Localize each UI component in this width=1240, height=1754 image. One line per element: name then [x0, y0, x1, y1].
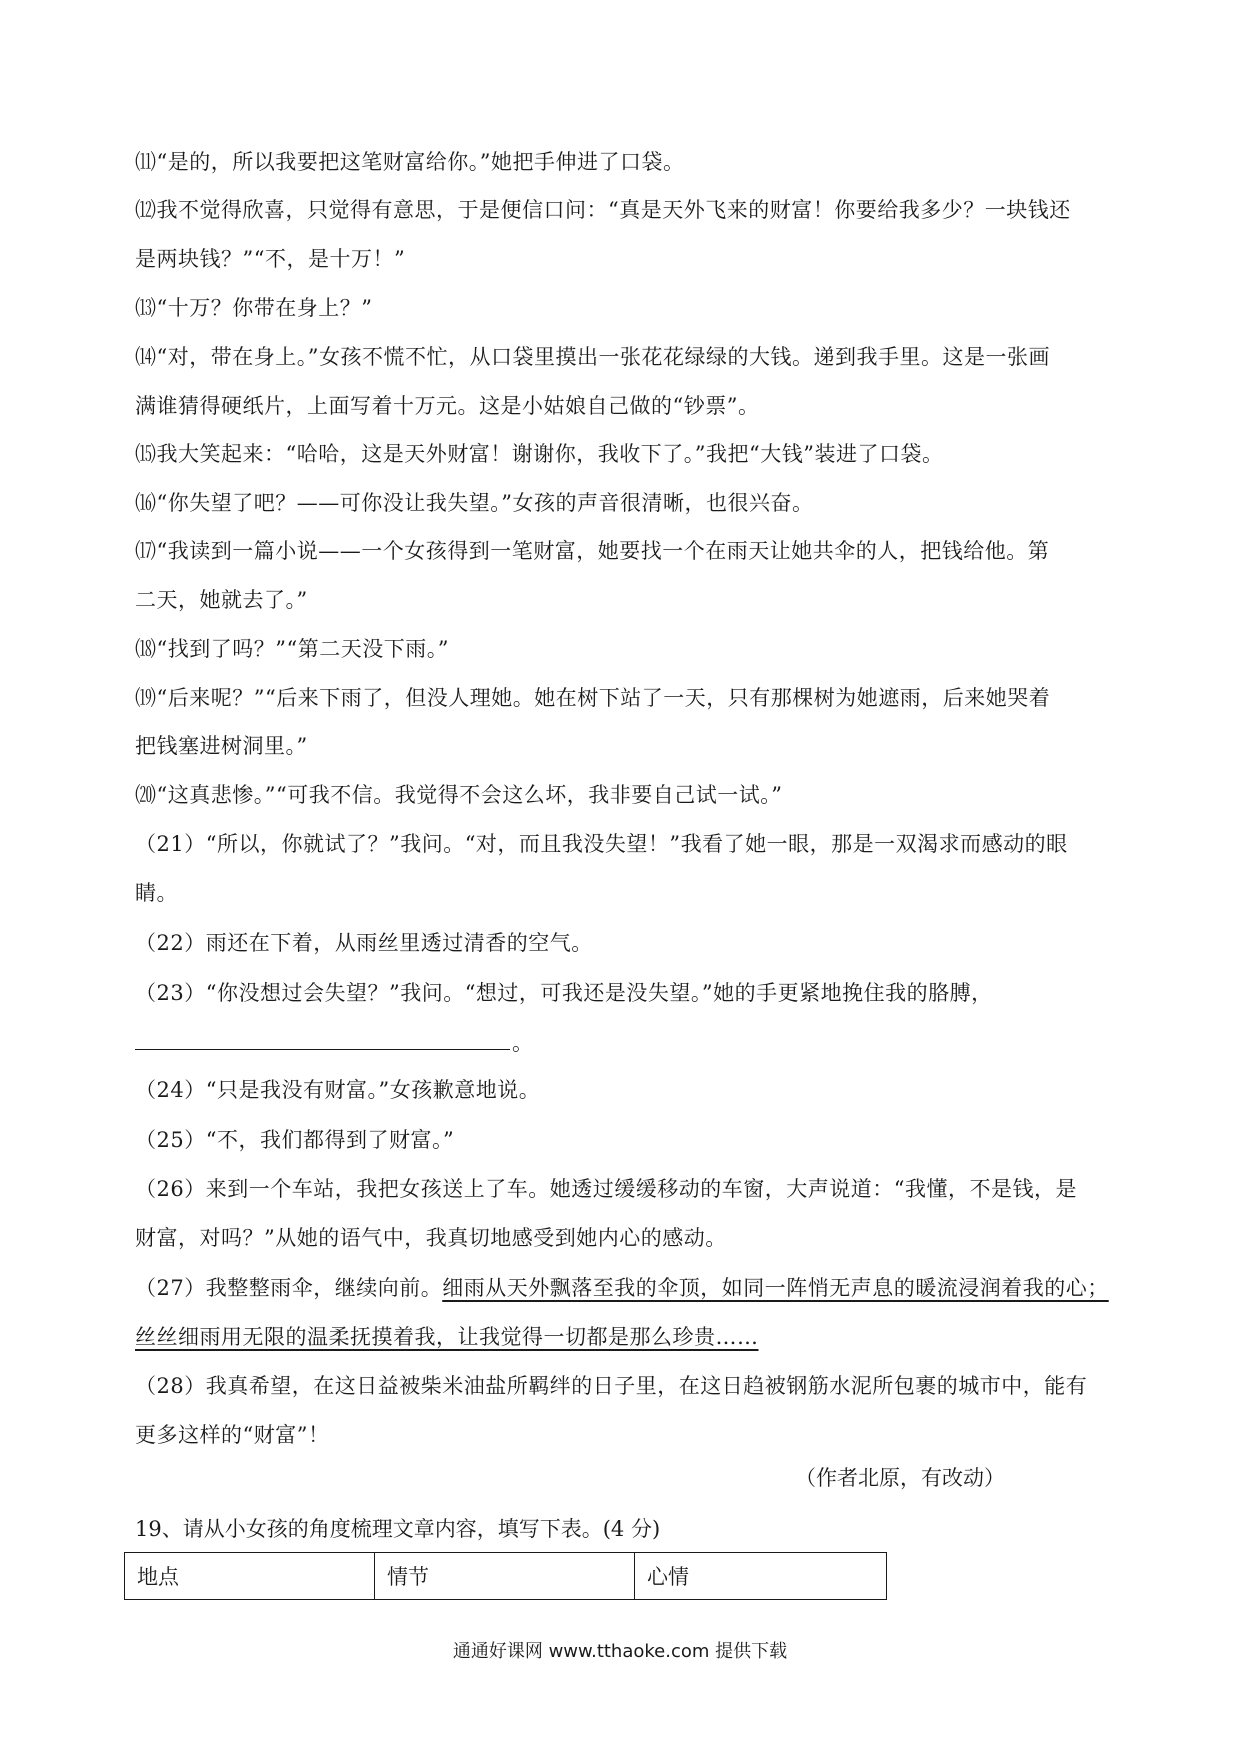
paragraph-27-line-2: [135, 1321, 759, 1351]
paragraph-21-line-2: 睛。: [135, 881, 178, 905]
answer-table: [124, 1552, 887, 1600]
paragraph-26-line-1: （26）来到一个车站，我把女孩送上了车。她透过缓缓移动的车窗，大声说道：“我懂，不是钱，是: [135, 1177, 1077, 1201]
paragraph-22: （22）雨还在下着，从雨丝里透过清香的空气。: [135, 931, 593, 955]
paragraph-27-lead: （27）我整整雨伞，继续向前。: [135, 1276, 443, 1300]
paragraph-25: （25）“不，我们都得到了财富。”: [135, 1128, 455, 1152]
paragraph-21-line-1: （21）“所以，你就试了？”我问。“对，而且我没失望！”我看了她一眼，那是一双渴求而感动的眼: [135, 832, 1068, 856]
author-credit: （作者北原，有改动）: [795, 1466, 1005, 1490]
paragraph-11: ⑾“是的，所以我要把这笔财富给你。”她把手伸进了口袋。: [135, 150, 685, 174]
paragraph-17-line-1: ⒄“我读到一篇小说——一个女孩得到一笔财富，她要找一个在雨天让她共伞的人，把钱给他。第: [135, 539, 1050, 563]
table-header-location[interactable]: 地点: [125, 1553, 375, 1600]
blank-period: 。: [512, 1031, 533, 1055]
paragraph-14-line-2: 满谁猜得硬纸片，上面写着十万元。这是小姑娘自己做的“钞票”。: [135, 394, 760, 418]
paragraph-23: （23）“你没想过会失望？”我问。“想过，可我还是没失望。”她的手更紧地挽住我的胳膊，: [135, 981, 993, 1005]
paragraph-28-line-1: （28）我真希望，在这日益被柴米油盐所羁绊的日子里，在这日趋被钢筋水泥所包裹的城市中，能有: [135, 1374, 1088, 1398]
paragraph-19-line-1: ⒆“后来呢？”“后来下雨了，但没人理她。她在树下站了一天，只有那棵树为她遮雨，后来她哭着: [135, 686, 1051, 710]
table-header-plot[interactable]: 情节: [375, 1553, 635, 1600]
paragraph-19-line-2: 把钱塞进树洞里。”: [135, 734, 308, 758]
paragraph-15: ⒂我大笑起来：“哈哈，这是天外财富！谢谢你，我收下了。”我把“大钱”装进了口袋。: [135, 442, 944, 466]
table-row: [125, 1553, 887, 1600]
paragraph-26-line-2: 财富，对吗？”从她的语气中，我真切地感受到她内心的感动。: [135, 1226, 727, 1250]
fill-in-blank-line: [135, 1049, 510, 1050]
paragraph-18: ⒅“找到了吗？”“第二天没下雨。”: [135, 637, 449, 661]
paragraph-12-line-1: ⑿我不觉得欣喜，只觉得有意思，于是便信口问：“真是天外飞来的财富！你要给我多少？一块钱还: [135, 198, 1071, 222]
paragraph-27-line-1: [135, 1272, 1109, 1302]
table-header-mood[interactable]: 心情: [635, 1553, 887, 1600]
paragraph-13: ⒀“十万？你带在身上？”: [135, 296, 373, 320]
paragraph-14-line-1: ⒁“对，带在身上。”女孩不慌不忙，从口袋里摸出一张花花绿绿的大钱。递到我手里。这是一张画: [135, 345, 1050, 369]
paragraph-20: ⒇“这真悲惨。”“可我不信。我觉得不会这么坏，我非要自己试一试。”: [135, 783, 783, 807]
paragraph-28-line-2: 更多这样的“财富”！: [135, 1423, 330, 1447]
paragraph-12-line-2: 是两块钱？”“不，是十万！”: [135, 247, 406, 271]
paragraph-16: ⒃“你失望了吧？——可你没让我失望。”女孩的声音很清晰，也很兴奋。: [135, 491, 814, 515]
paragraph-17-line-2: 二天，她就去了。”: [135, 588, 308, 612]
question-19: 19、请从小女孩的角度梳理文章内容，填写下表。(4 分): [135, 1517, 661, 1541]
paragraph-24: （24）“只是我没有财富。”女孩歉意地说。: [135, 1078, 541, 1102]
page-footer: 通通好课网 www.tthaoke.com 提供下载: [452, 1641, 788, 1662]
underlined-sentence-part-2: 丝丝细雨用无限的温柔抚摸着我，让我觉得一切都是那么珍贵……: [135, 1325, 759, 1349]
underlined-sentence-part-1: 细雨从天外飘落至我的伞顶，如同一阵悄无声息的暖流浸润着我的心；: [442, 1276, 1109, 1300]
